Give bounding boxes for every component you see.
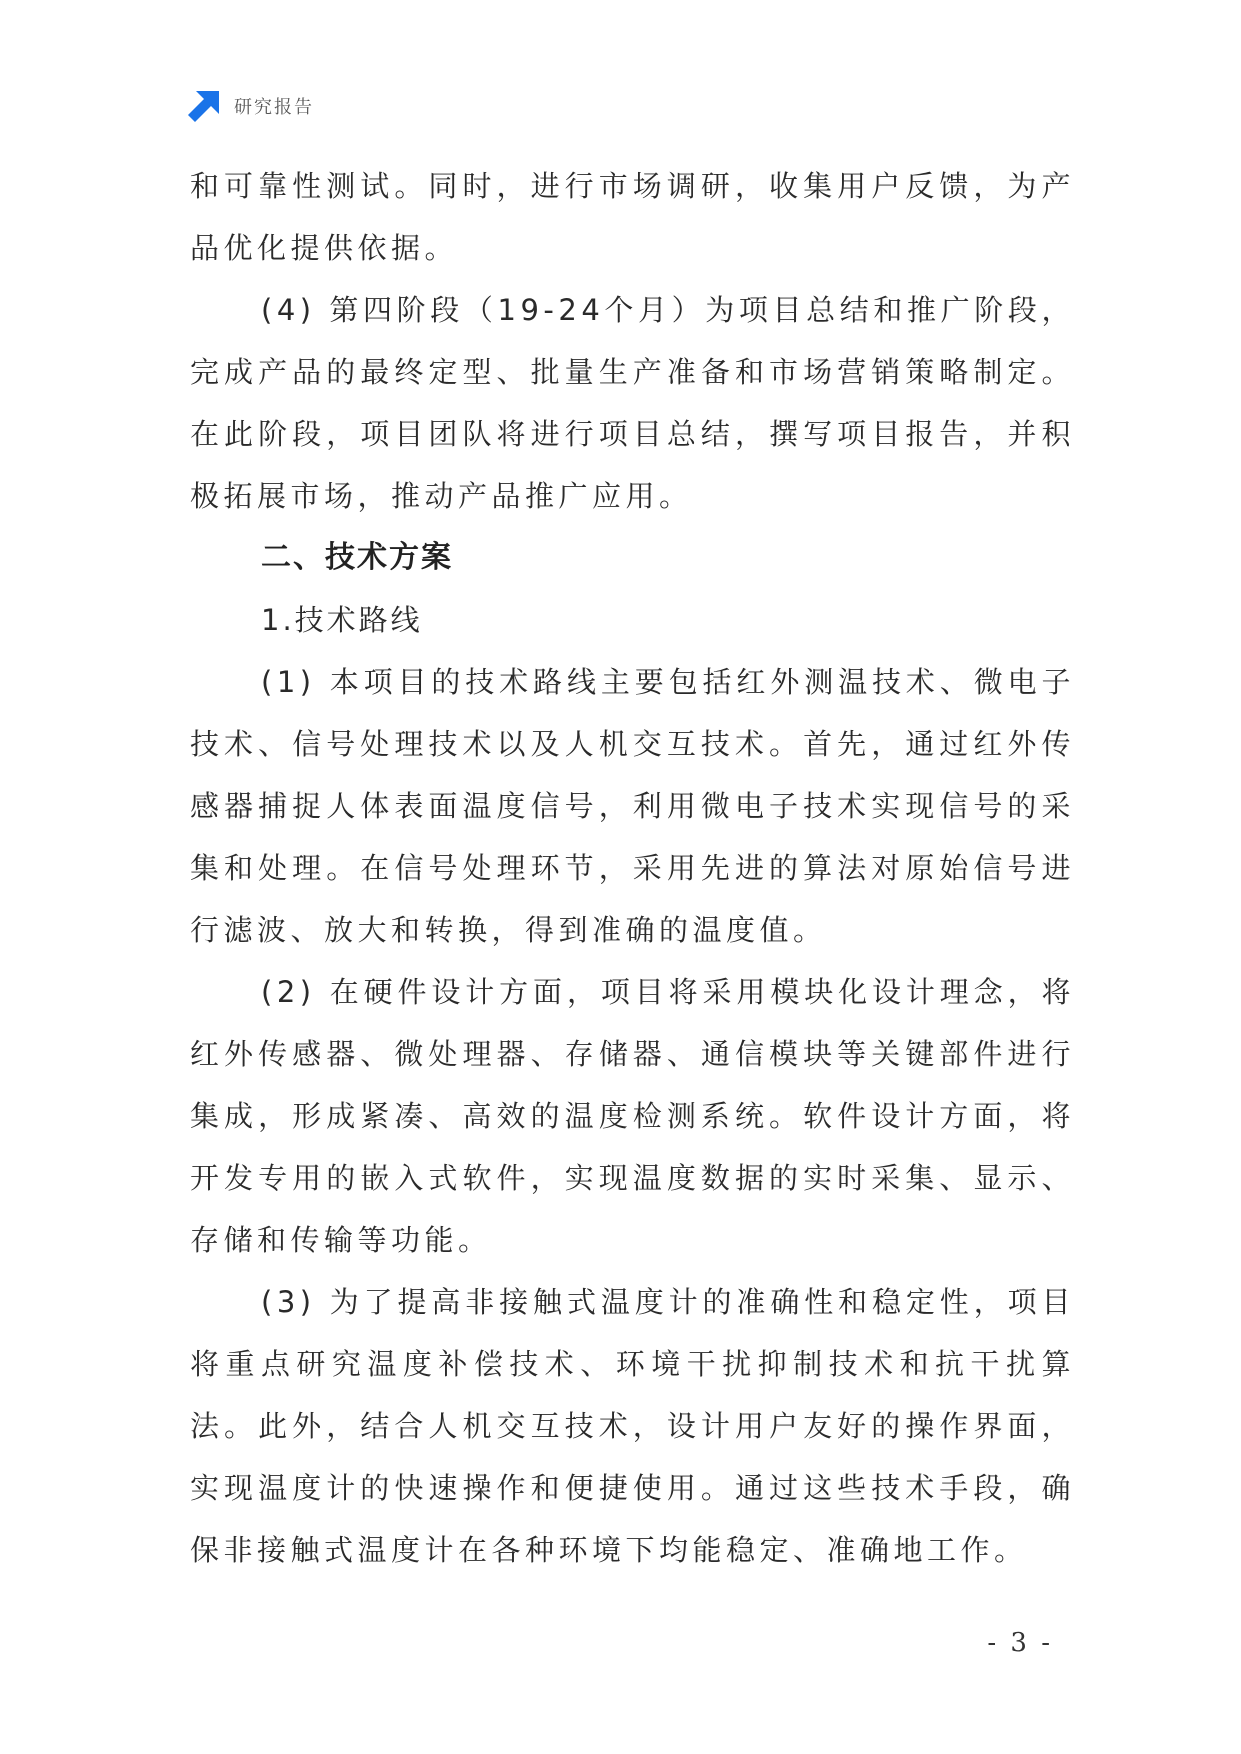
subsection-heading: 1.技术路线 xyxy=(261,603,423,637)
paragraph-tech-route: (1) 本项目的技术路线主要包括红外测温技术、微电子技术、信号处理技术以及人机交互技术。首先，通过红外传感器捕捉人体表面温度信号，利用微电子技术实现信号的采集和处理。在信号处理环节，采用先进的算法对原始信号进行滤波、放大和转换，得到准确的温度值。 xyxy=(190,665,1075,947)
header-title: 研究报告 xyxy=(234,97,314,118)
document-body xyxy=(190,155,1075,1581)
paragraph-continuation: 和可靠性测试。同时，进行市场调研，收集用户反馈，为产品优化提供依据。 xyxy=(190,169,1075,265)
page-number: - 3 - xyxy=(987,1628,1053,1658)
paragraph-accuracy: (3) 为了提高非接触式温度计的准确性和稳定性，项目将重点研究温度补偿技术、环境干扰抑制技术和抗干扰算法。此外，结合人机交互技术，设计用户友好的操作界面，实现温度计的快速操作和便捷使用。通过这些技术手段，确保非接触式温度计在各种环境下均能稳定、准确地工作。 xyxy=(190,1285,1075,1567)
paragraph-phase-four: (4) 第四阶段（19-24个月）为项目总结和推广阶段，完成产品的最终定型、批量生产准备和市场营销策略制定。在此阶段，项目团队将进行项目总结，撰写项目报告，并积极拓展市场，推动产品推广应用。 xyxy=(190,293,1075,513)
arrow-up-right-logo-icon xyxy=(187,89,221,123)
page-header xyxy=(187,88,314,124)
section-heading: 二、技术方案 xyxy=(261,540,453,575)
paragraph-hardware-design: (2) 在硬件设计方面，项目将采用模块化设计理念，将红外传感器、微处理器、存储器、通信模块等关键部件进行集成，形成紧凑、高效的温度检测系统。软件设计方面，将开发专用的嵌入式软件，实现温度数据的实时采集、显示、存储和传输等功能。 xyxy=(190,975,1075,1257)
